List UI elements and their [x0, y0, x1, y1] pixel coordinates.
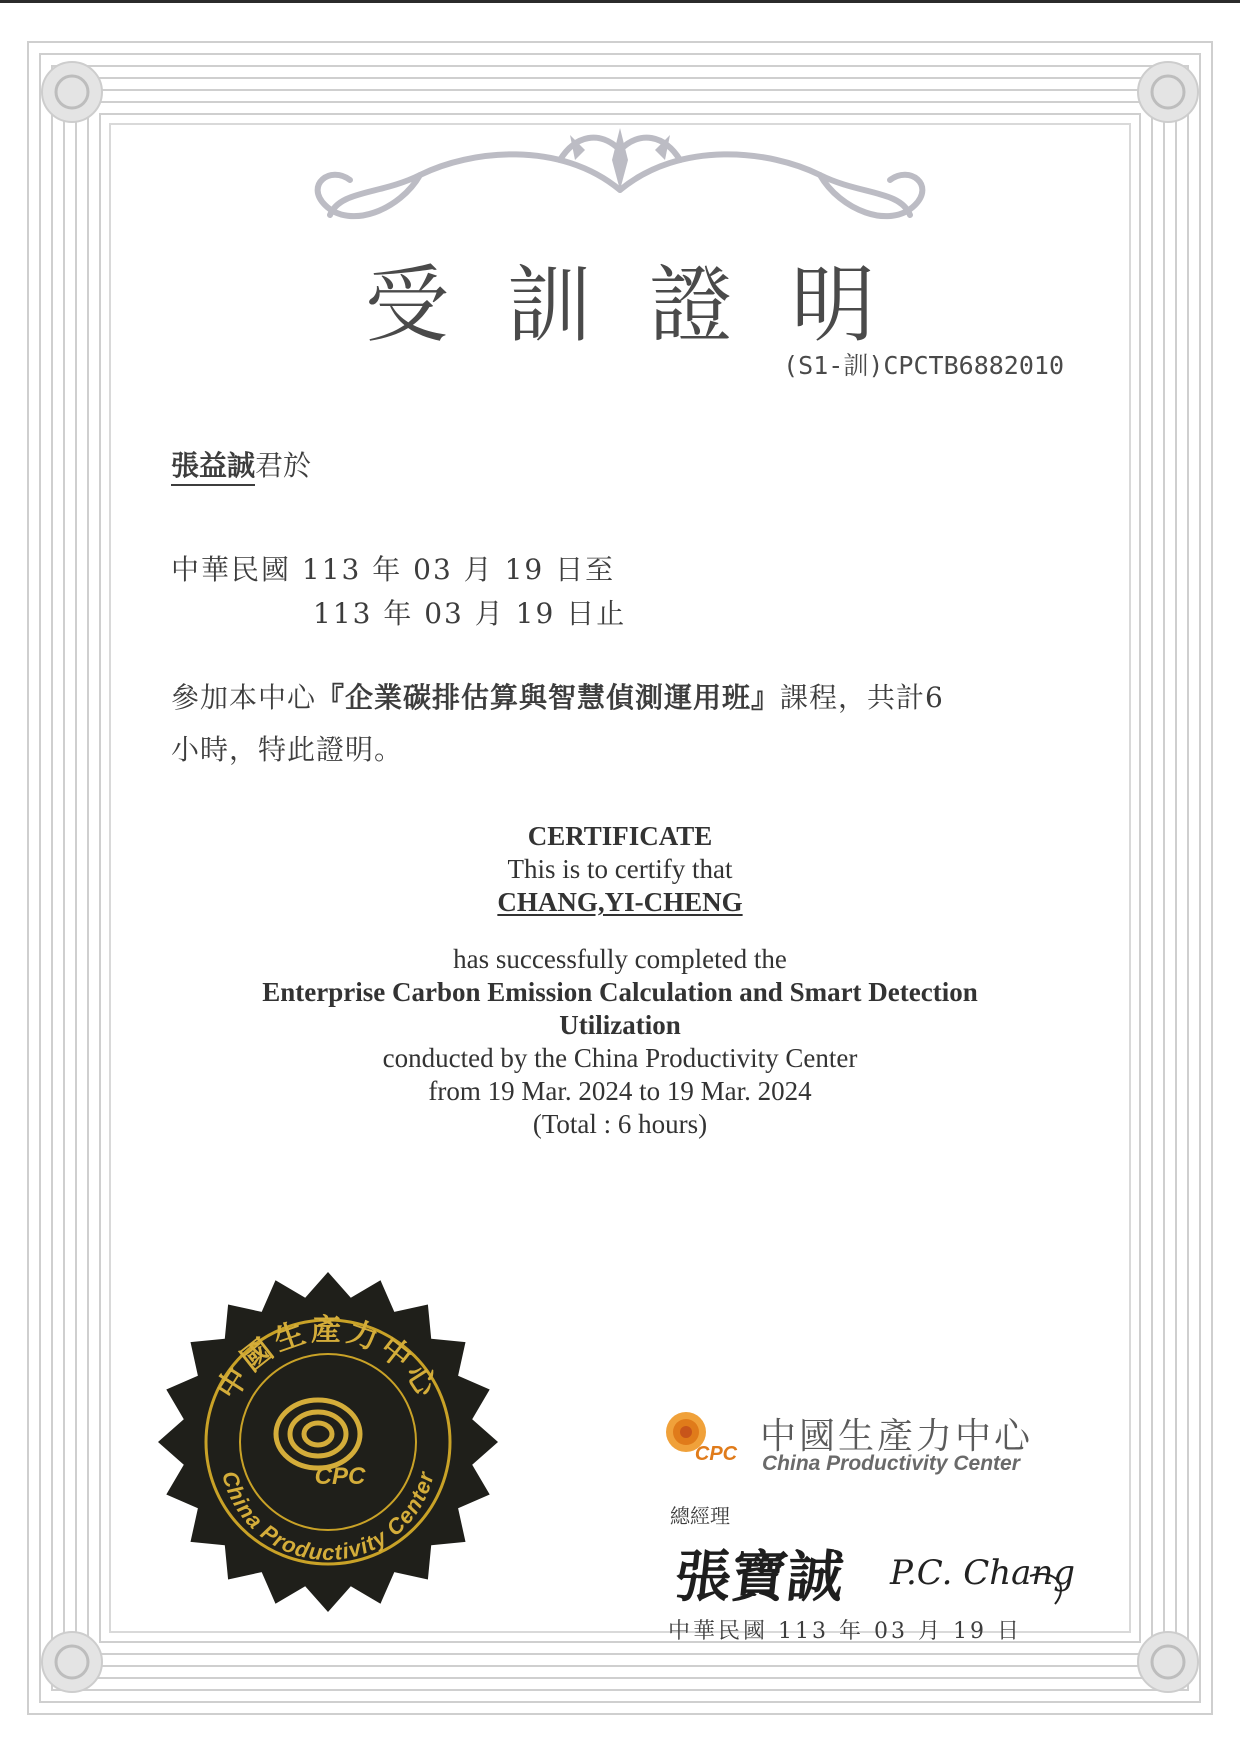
organization-name-en: China Productivity Center [762, 1452, 1020, 1475]
completed-text: has successfully completed the [453, 944, 787, 974]
corner-ornament-tl [42, 62, 102, 122]
signature-name-zh: 張寶誠 [671, 1544, 847, 1610]
organization-name-zh: 中國生產力中心 [760, 1416, 1034, 1457]
recipient-name-zh: 張益誠 [171, 449, 255, 486]
recipient-suffix-zh: 君於 [255, 449, 312, 482]
recipient-line-zh [171, 444, 311, 484]
course-name-zh: 『企業碳排估算與智慧偵測運用班』 [316, 681, 781, 714]
total-hours: (Total : 6 hours) [532, 1109, 708, 1139]
course-name-en-line2: Utilization [559, 1010, 681, 1040]
general-manager-title: 總經理 [670, 1504, 730, 1528]
date-from-zh: 中華民國 113 年 03 月 19 日至 [171, 553, 616, 586]
course-prefix-zh: 參加本中心 [171, 681, 317, 714]
course-suffix-zh: 課程，共計6 [780, 681, 944, 714]
certificate-title-zh: 受訓證明 [364, 256, 933, 354]
conducted-text: conducted by the China Productivity Center [382, 1043, 858, 1073]
certify-text: This is to certify that [507, 854, 733, 884]
certificate-number: (S1-訓)CPCTB6882010 [783, 351, 1064, 380]
recipient-name-en: CHANG,YI-CHENG [497, 887, 743, 917]
seal-text-en: China Productivity Center [217, 1468, 439, 1566]
date-range-en: from 19 Mar. 2024 to 19 Mar. 2024 [428, 1076, 812, 1106]
english-certificate-block [170, 820, 1070, 1141]
signature-name-en: P.C. Chang [890, 1553, 1076, 1593]
cpc-logo-text: CPC [694, 1443, 738, 1465]
gold-seal [158, 1262, 498, 1622]
handwritten-signature [670, 1532, 1090, 1612]
cpc-logo-icon [654, 1408, 754, 1468]
course-paragraph-zh [171, 672, 1071, 776]
corner-ornament-bl [42, 1632, 102, 1692]
issue-date-zh: 中華民國 113 年 03 月 19 日 [668, 1619, 1022, 1644]
corner-ornament-br [1138, 1632, 1198, 1692]
english-heading: CERTIFICATE [527, 821, 713, 851]
course-line2-zh: 小時，特此證明。 [171, 733, 404, 766]
corner-ornament-tr [1138, 62, 1198, 122]
seal-logo-text: CPC [314, 1463, 366, 1490]
seal-text-zh: 中國生產力中心 [210, 1313, 446, 1406]
date-to-zh: 113 年 03 月 19 日止 [313, 597, 627, 630]
course-name-en-line1: Enterprise Carbon Emission Calculation and Smart Detection [262, 977, 978, 1007]
